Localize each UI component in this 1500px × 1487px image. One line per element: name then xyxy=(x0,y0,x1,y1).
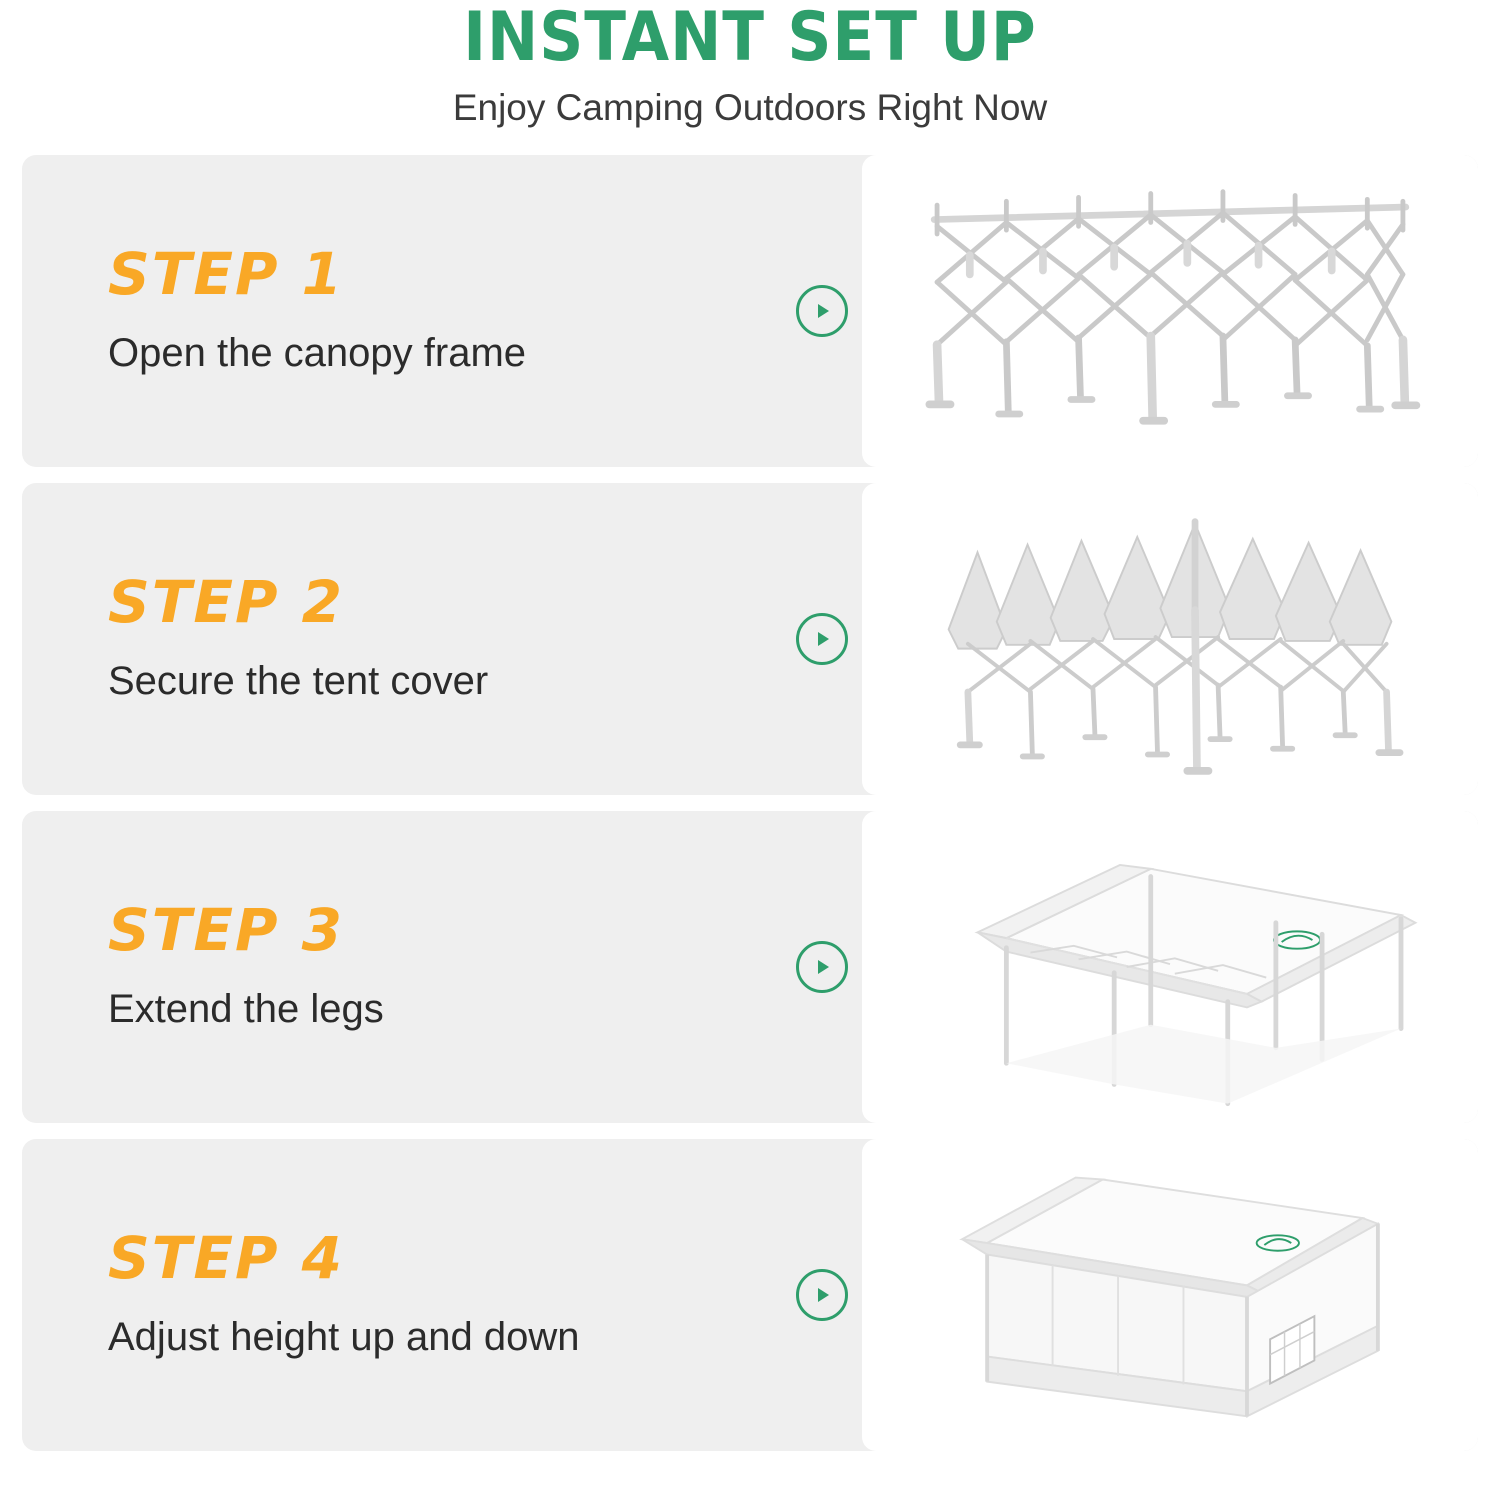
page-subtitle: Enjoy Camping Outdoors Right Now xyxy=(452,87,1048,129)
arrow-right-circle-icon xyxy=(796,285,848,337)
step-3-arrow-cell xyxy=(782,811,862,1123)
step-3-text xyxy=(22,811,782,1123)
step-row-1 xyxy=(22,155,1478,467)
step-2-arrow-cell xyxy=(782,483,862,795)
step-2-description: Secure the tent cover xyxy=(108,659,489,704)
step-4-text xyxy=(22,1139,782,1451)
step-4-image-card xyxy=(862,1139,1478,1451)
step-1-label: STEP 1 xyxy=(108,240,345,309)
step-row-3 xyxy=(22,811,1478,1123)
step-1-text xyxy=(22,155,782,467)
step-2-image-card xyxy=(862,483,1478,795)
step-1-image-card xyxy=(862,155,1478,467)
step-4-description: Adjust height up and down xyxy=(108,1315,580,1360)
step-1-arrow-cell xyxy=(782,155,862,467)
steps-list xyxy=(0,155,1500,1451)
step-row-4 xyxy=(22,1139,1478,1451)
canopy-frame-open-illustration xyxy=(862,161,1478,461)
header xyxy=(0,0,1500,129)
step-3-label: STEP 3 xyxy=(108,896,345,965)
step-2-text xyxy=(22,483,782,795)
step-3-description: Extend the legs xyxy=(108,987,384,1032)
arrow-right-circle-icon xyxy=(796,613,848,665)
step-3-image-card xyxy=(862,811,1478,1123)
step-2-label: STEP 2 xyxy=(108,568,345,637)
arrow-right-circle-icon xyxy=(796,941,848,993)
legs-extended-illustration xyxy=(862,817,1478,1117)
step-1-description: Open the canopy frame xyxy=(108,331,527,376)
page-title: INSTANT SET UP xyxy=(463,0,1037,77)
tent-cover-secured-illustration xyxy=(862,489,1478,789)
arrow-right-circle-icon xyxy=(796,1269,848,1321)
canopy-with-sidewalls-illustration xyxy=(862,1145,1478,1445)
step-row-2 xyxy=(22,483,1478,795)
step-4-label: STEP 4 xyxy=(108,1224,345,1293)
step-4-arrow-cell xyxy=(782,1139,862,1451)
